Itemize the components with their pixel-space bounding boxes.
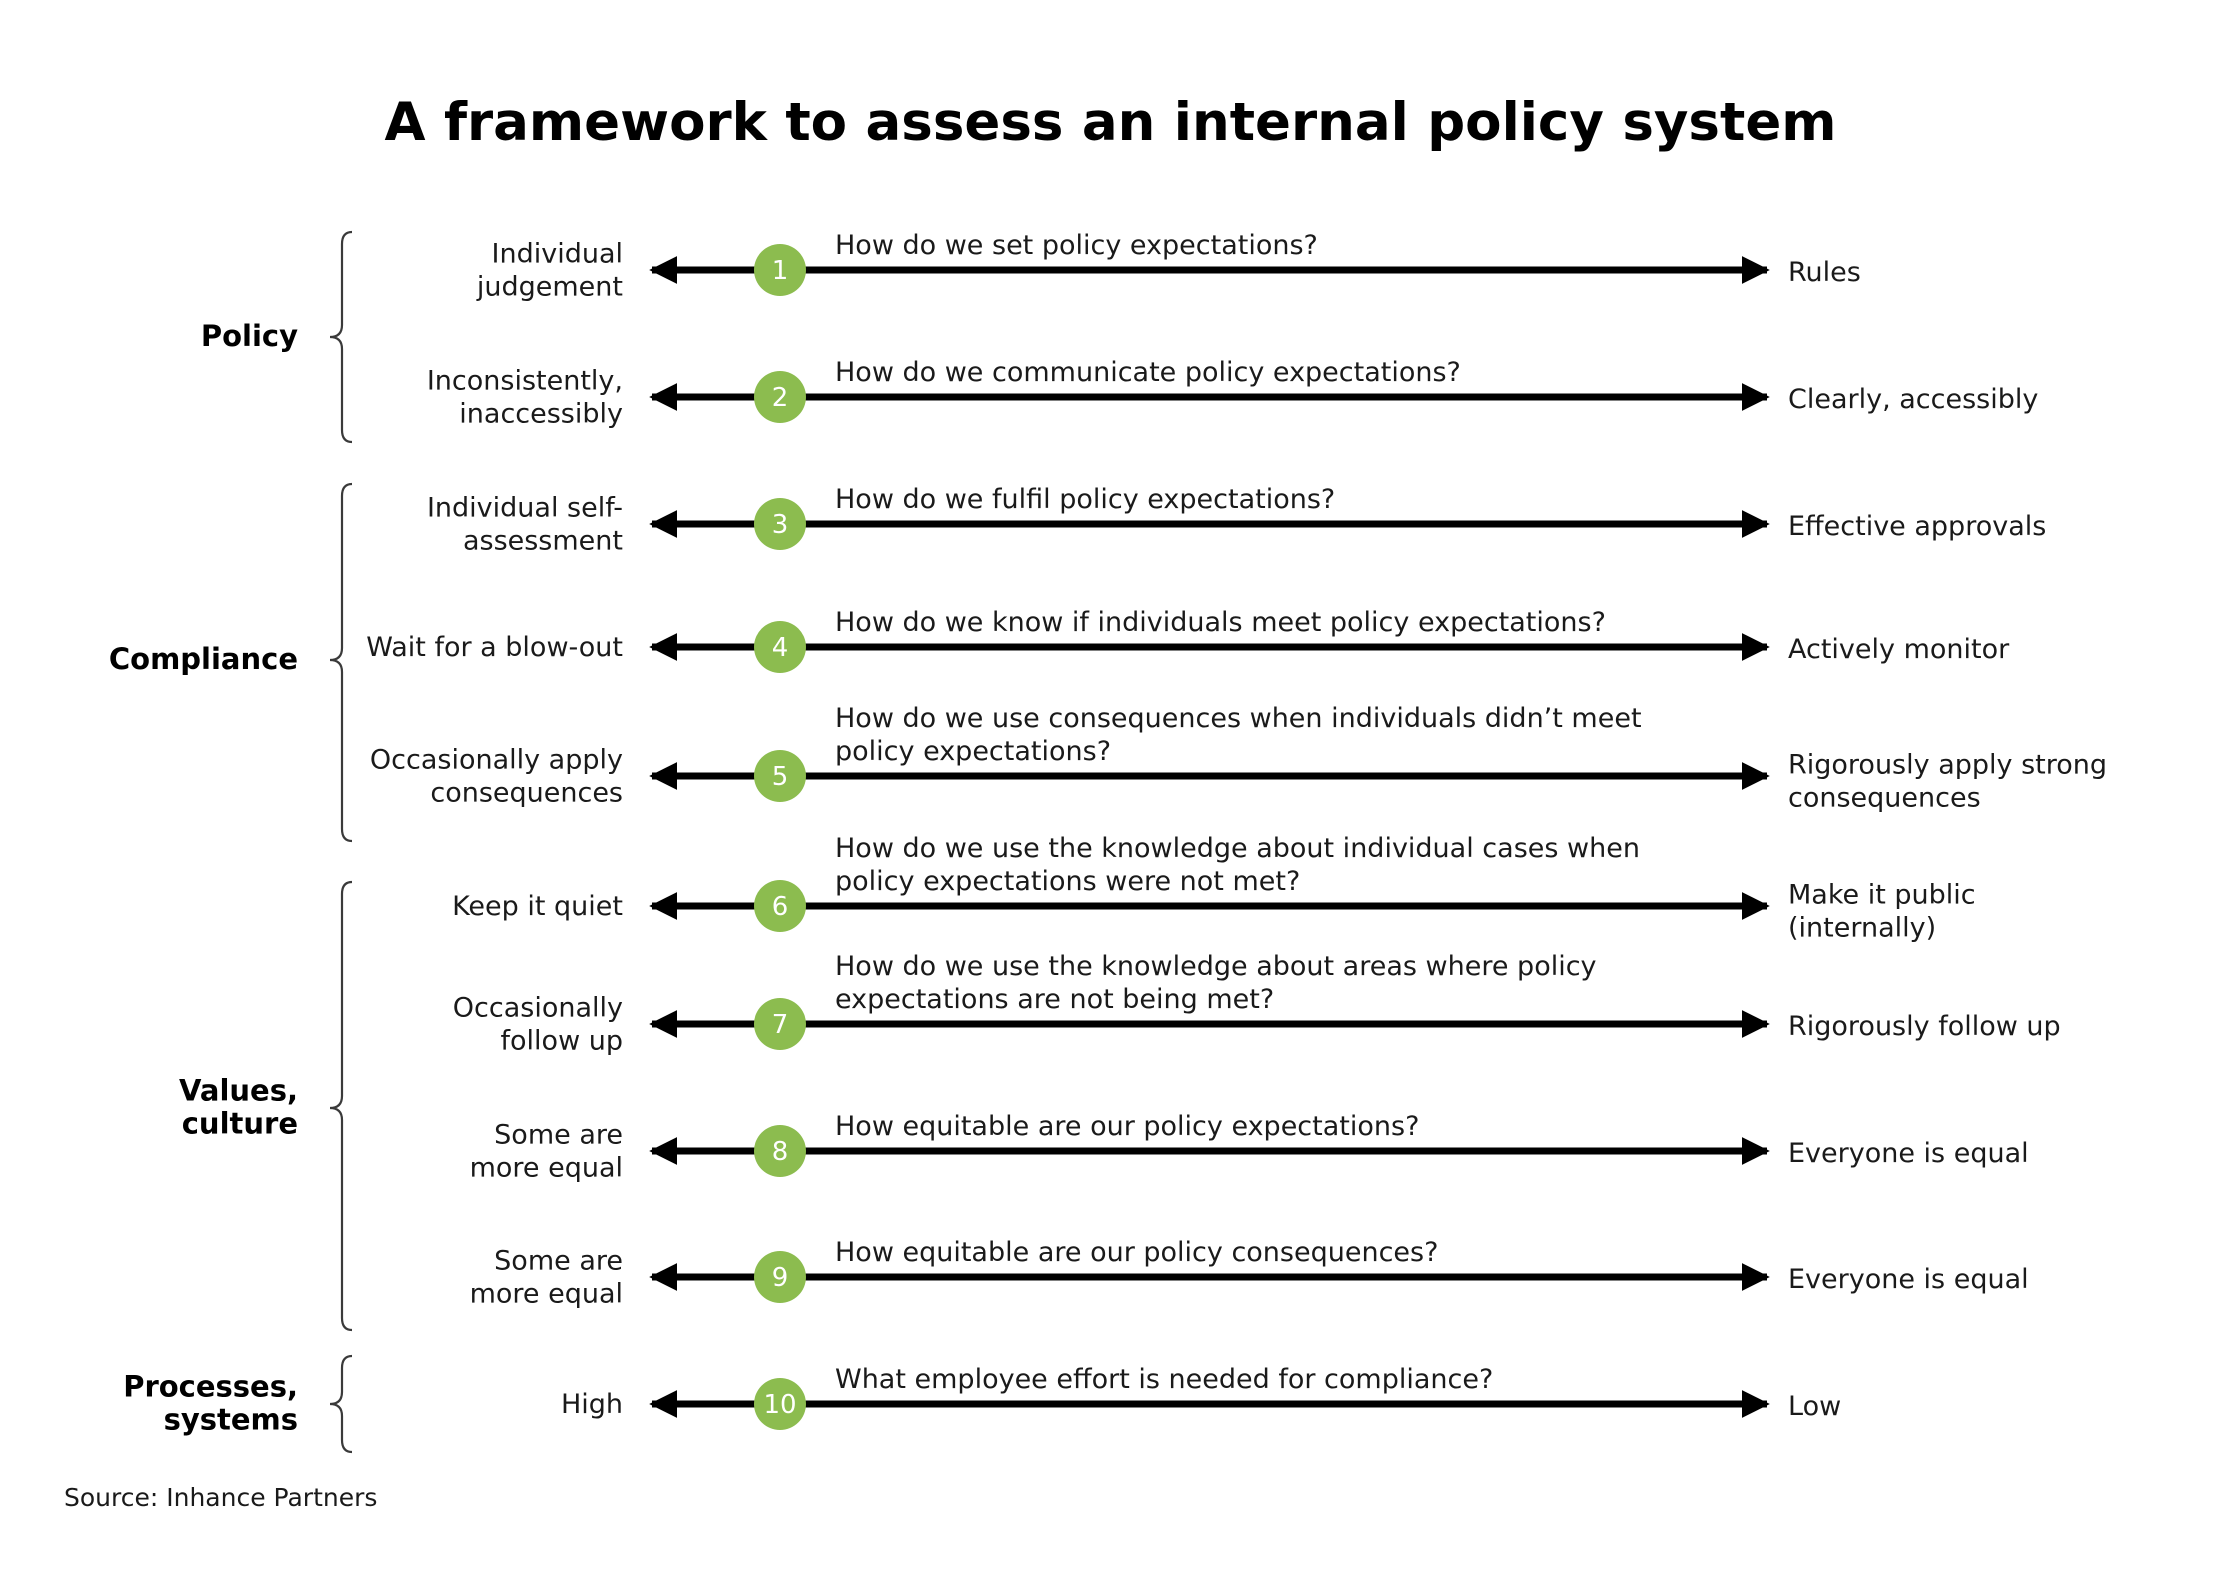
row-right-label-line: Everyone is equal: [1788, 1264, 2029, 1295]
group-brace: [330, 484, 352, 841]
row-question: [835, 357, 1461, 388]
row-right-label-line: Rigorously apply strong: [1788, 749, 2108, 781]
row-right-label: [1788, 1264, 2029, 1295]
row-question-line: How do we use the knowledge about individual cases when: [835, 833, 1640, 864]
row-number: 9: [771, 1263, 789, 1293]
row-left-label: [370, 745, 623, 809]
row-question-line: What employee effort is needed for compliance?: [835, 1364, 1494, 1395]
row-left-label-line: Inconsistently,: [426, 365, 623, 397]
row-right-label-line: Actively monitor: [1788, 634, 2010, 665]
group-label-line: culture: [181, 1106, 298, 1141]
group-label: [123, 1370, 298, 1437]
row-right-label: [1788, 634, 2010, 665]
row-right-label: [1788, 750, 2107, 814]
row-question: [835, 703, 1642, 767]
row-left-label-line: more equal: [469, 1152, 623, 1184]
row-left-label: [470, 1120, 623, 1184]
scale-row: [427, 357, 2039, 430]
row-right-label-line: Rules: [1788, 257, 1861, 288]
row-question: [835, 1111, 1419, 1142]
row-right-label: [1788, 1011, 2061, 1042]
row-number: 8: [771, 1137, 789, 1167]
group-label: [179, 1074, 298, 1141]
scale-row: [452, 833, 1976, 944]
group-label-line: Compliance: [108, 642, 298, 676]
row-left-label-line: High: [560, 1389, 623, 1420]
scale-row: [561, 1364, 1841, 1430]
row-number: 6: [771, 892, 789, 922]
row-right-label: [1788, 1391, 1841, 1422]
row-left-label: [366, 632, 623, 663]
row-question-line: How do we communicate policy expectations?: [835, 357, 1461, 388]
row-left-label: [561, 1389, 623, 1420]
row-right-label-line: consequences: [1788, 782, 1981, 814]
group-label-line: Values,: [179, 1073, 298, 1108]
scale-row: [476, 230, 1861, 303]
row-left-label: [427, 366, 623, 430]
row-left-label: [453, 993, 623, 1057]
row-number: 2: [771, 383, 789, 413]
row-right-label-line: Low: [1788, 1391, 1842, 1422]
row-question-line: How do we fulfil policy expectations?: [835, 484, 1336, 515]
row-right-label: [1788, 511, 2046, 542]
row-question-line: How do we use the knowledge about areas where policy: [835, 951, 1597, 982]
row-left-label: [470, 1246, 623, 1310]
row-right-label-line: Make it public: [1788, 879, 1976, 911]
row-number: 1: [771, 256, 789, 286]
row-question: [835, 951, 1597, 1015]
scale-row: [366, 607, 2010, 673]
groups-layer: [109, 232, 352, 1452]
scale-row: [370, 703, 2107, 814]
row-number: 5: [771, 762, 789, 792]
group-brace: [330, 1356, 352, 1452]
group-label-line: systems: [163, 1402, 298, 1437]
row-left-label-line: more equal: [469, 1278, 623, 1310]
row-number: 4: [771, 633, 789, 663]
row-number: 7: [771, 1010, 789, 1040]
group-label-line: Policy: [200, 319, 298, 353]
rows-layer: [366, 230, 2107, 1430]
row-question-line: policy expectations were not met?: [835, 866, 1301, 897]
row-left-label-line: judgement: [476, 271, 623, 303]
row-left-label-line: Individual: [491, 238, 623, 270]
row-right-label-line: Rigorously follow up: [1788, 1011, 2061, 1042]
row-number: 3: [771, 510, 789, 540]
row-question-line: How equitable are our policy expectations?: [835, 1111, 1420, 1142]
row-question: [835, 1364, 1493, 1395]
row-right-label-line: Clearly, accessibly: [1788, 384, 2039, 415]
row-question: [835, 1237, 1438, 1268]
diagram-title: A framework to assess an internal policy system: [384, 92, 1837, 153]
row-left-label-line: Some are: [494, 1119, 623, 1151]
row-left-label-line: consequences: [430, 777, 623, 809]
row-right-label: [1788, 384, 2038, 415]
scale-row: [453, 951, 2061, 1057]
row-left-label-line: Some are: [494, 1245, 623, 1277]
row-left-label-line: Occasionally: [452, 992, 623, 1024]
row-right-label: [1788, 880, 1976, 944]
row-right-label-line: (internally): [1788, 912, 1937, 944]
row-left-label-line: assessment: [462, 525, 623, 557]
row-right-label-line: Effective approvals: [1788, 511, 2047, 542]
group-brace: [330, 232, 352, 442]
row-right-label-line: Everyone is equal: [1788, 1138, 2029, 1169]
row-question-line: How equitable are our policy consequences?: [835, 1237, 1439, 1268]
row-left-label-line: follow up: [500, 1025, 623, 1057]
row-left-label-line: Wait for a blow-out: [366, 632, 623, 663]
group-label-line: Processes,: [123, 1369, 298, 1404]
row-left-label: [427, 493, 623, 557]
row-left-label-line: inaccessibly: [459, 398, 623, 430]
group-label: [201, 319, 298, 353]
row-question-line: How do we know if individuals meet policy expectations?: [835, 607, 1606, 638]
group-label: [109, 642, 298, 676]
row-right-label: [1788, 257, 1861, 288]
scale-row: [470, 1237, 2029, 1310]
row-left-label: [452, 891, 623, 922]
row-right-label: [1788, 1138, 2029, 1169]
group-brace: [330, 882, 352, 1330]
row-left-label-line: Occasionally apply: [369, 744, 623, 776]
row-question-line: How do we use consequences when individuals didn’t meet: [835, 703, 1642, 734]
row-question-line: expectations are not being met?: [835, 984, 1275, 1015]
source-note: Source: Inhance Partners: [64, 1483, 378, 1512]
row-question: [835, 833, 1640, 897]
row-question: [835, 230, 1318, 261]
row-left-label-line: Keep it quiet: [452, 891, 623, 922]
row-left-label: [476, 239, 623, 303]
scale-row: [470, 1111, 2029, 1184]
row-left-label-line: Individual self-: [426, 492, 623, 524]
scale-row: [427, 484, 2046, 557]
row-question: [835, 607, 1606, 638]
row-number: 10: [763, 1390, 797, 1420]
row-question: [835, 484, 1335, 515]
row-question-line: How do we set policy expectations?: [835, 230, 1318, 261]
row-question-line: policy expectations?: [835, 736, 1112, 767]
